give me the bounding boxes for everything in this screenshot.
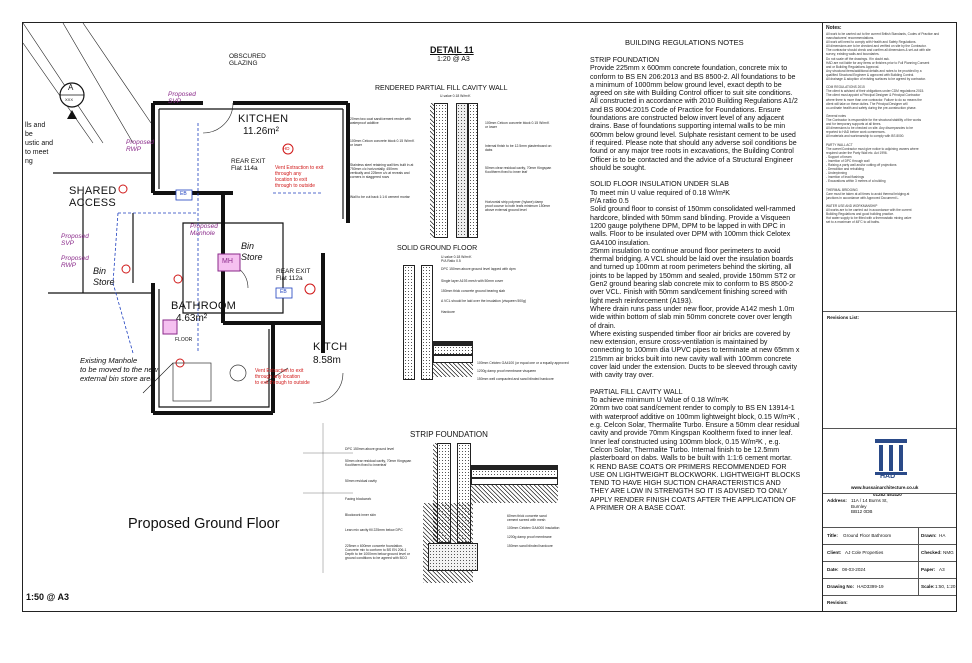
date-label: Date: bbox=[827, 567, 839, 572]
strip-detail-title: STRIP FOUNDATION bbox=[410, 430, 488, 439]
room-kitchen-name: KITCHEN bbox=[238, 113, 289, 125]
floor-plan bbox=[23, 23, 353, 611]
proposed-svp-top-label: Proposed SVP bbox=[168, 91, 196, 105]
strip-note-left-1: 50mm clear residual cavity, 70mm Kingspan Kooltherm fixed to innerleaf bbox=[345, 459, 412, 467]
revisions-label: Revisions List: bbox=[827, 315, 860, 320]
section-marker-sub: XXX bbox=[65, 97, 74, 102]
room-bin-store-2: Bin Store bbox=[93, 266, 115, 287]
title-label: Title: bbox=[827, 533, 838, 538]
proposed-rwp-left-label: Proposed RWP bbox=[61, 255, 89, 269]
rear-exit-1-label: REAR EXIT Flat 114a bbox=[231, 158, 266, 172]
address-box bbox=[823, 493, 956, 528]
title-value: Ground Floor Bathroom bbox=[843, 533, 892, 538]
strip-note-right-0: 60mm thick concrete sand cement screed with mesh bbox=[507, 514, 547, 522]
drawn-label: Drawn: bbox=[921, 533, 937, 538]
wall-note-right-3: Horizontal strip polymer (hylaxe) damp proof course to both leafs minimum 150mm above external ground level bbox=[485, 200, 551, 212]
detail-scale: 1:20 @ A3 bbox=[437, 56, 470, 63]
client-value: AJ Cole Properties bbox=[845, 550, 884, 555]
partial-left-text: lls and be ustic and to meet ng bbox=[25, 122, 54, 165]
scale-label: Scale: bbox=[921, 584, 935, 589]
drawing-value: HAD3399-19 bbox=[857, 584, 884, 589]
floor-note-4: Hardcore bbox=[441, 310, 455, 314]
floor-detail-u: U-value 0.18 W/m²K P/A Ratio 0.5 bbox=[441, 255, 472, 263]
wall-note-right-1: Internal finish to be 12.5mm plasterboard on dabs bbox=[485, 144, 552, 152]
wall-note-left-3: Wall to be cut back 1:1:6 cement mortar bbox=[350, 195, 410, 199]
regs-body: STRIP FOUNDATION Provide 225mm x 600mm concrete foundation, concrete mix to conform to BS EN 206:2013 and BS 8500-2. All foundations to be a minimum of 1000mm below ground level, exact depth to be agreed on site with Building Control officer to suit site conditions. All constructed in accordance with 2010 Building Regulations A1/2 and BS 8004:2015 Code of Practice for Foundations. Ensure foundations are constructed below invert level of any adjacent drains. Base of foundations supporting internal walls to be min 600mm below ground level. Sulphate resistant cement to be used if required. Please note that should any adverse soil conditions be found or any major tree roots in excavations, the Building Control Officer is to be contacted and the advice of a Structural Engineer should be sought. SOLID FLOOR INSULATION UNDER SLAB To meet min U value required of 0.18 W/m²K P/A ratio 0.5 Solid ground floor to consist of 150mm consolidated well-rammed hardcore, blinded with 50mm sand blinding. Provide a Visqueen 1200 gauge polythene DPM, DPM to be lapped in with DPC in walls. Floor to be insulated over DPM with 100mm thick Celotex GA4100 insulation. 25mm insulation to continue around floor perimeters to avoid thermal bridging. A VCL should be laid over the insulation boards and turned up 100mm at room perimeters behind the skirting, all joints to be lapped by 150mm and sealed, provide 150mm ST2 or Gen2 ground bearing slab concrete mix to conform to BS 8500-2 over VCL. Finish with 50mm sand/cement finishing screed with light mesh reinforcement (A193). Where drain runs pass under new floor, provide A142 mesh 1.0m wide within bottom of slab min 50mm concrete cover over length of drain. Where existing suspended timber floor air bricks are covered by new extension, ensure cross-ventilation is maintained by connecting to 100mm dia UPVC pipes to terminate at new 65mm x 215mm air bricks built into new cavity wall with 100mm concrete cover laid under the extension. Ducts to be sleeved through cavity with cavity tray over. PARTIAL FILL CAVITY WALL To achieve minimum U Value of 0.18 W/m²K 20mm two coat sand/cement render to comply to BS EN 13914-1 with waterproof additive on 100mm lightweight block, 0.15 W/m²K , e.g. Celcon Solar, Thermalite Turbo. Ensure a 50mm clear residual cavity and provide 70mm Kingspan Kooltherm fixed to inner leaf. Inner leaf constructed using 100mm block, 0.15 W/m²K , e.g. Celcon Solar, Thermalite Turbo. Internal finish to be 12.5mm plasterboard on dabs. Walls to be built with 1:1:6 cement mortar. K REND BASE COATS OR PRIMERS RECOMMENDED FOR USE ON LIGHTWEIGHT BLOCKWORK. LIGHTWEIGHT BLOCKS TEND TO HAVE HIGH SUCTION CHARACTERISTICS AND THEY ARE LOW IN STRENGTH SO IT IS ADVISED TO ONLY APPLY RENDER FINISH COATS AFTER THE APPLICATION OF A PRIMER OR A BASE COAT. bbox=[590, 56, 801, 513]
strip-note-left-0: DPC 150mm above ground level bbox=[345, 447, 395, 451]
detail-title: DETAIL 11 bbox=[430, 45, 474, 55]
manhole-mh-label: MH bbox=[222, 258, 233, 265]
regs-heading: BUILDING REGULATIONS NOTES bbox=[625, 38, 744, 47]
wall-section-drawing bbox=[430, 103, 480, 238]
strip-note-right-1: 100mm Celotex GA4000 insulation bbox=[507, 526, 560, 530]
strip-note-left-3: Facing blockwork bbox=[345, 497, 372, 501]
room-bin-store-1: Bin Store bbox=[241, 241, 263, 262]
strip-note-left-4: Blockwork inner skin bbox=[345, 513, 376, 517]
scale-value: 1:50, 1:20 bbox=[935, 584, 956, 589]
floor-note-6: 1200g damp proof membrane visqueen bbox=[477, 369, 537, 373]
strip-note-left-2: 50mm residual cavity bbox=[345, 479, 377, 483]
floor-note-0: DPC 150mm above ground level lapped with dpm bbox=[441, 267, 516, 271]
eb-label-2: EB bbox=[280, 289, 287, 295]
drawn-value: HA bbox=[939, 533, 946, 538]
revision-label: Revision: bbox=[827, 600, 848, 605]
checked-value: NMG bbox=[943, 550, 954, 555]
website-text: www.hussainarchitecture.co.uk bbox=[851, 485, 919, 490]
floor-slab-drawing bbox=[433, 341, 473, 381]
paper-label: Paper: bbox=[921, 567, 936, 572]
proposed-manhole-label: Proposed Manhole bbox=[190, 223, 218, 237]
proposed-svp-left-label: Proposed SVP bbox=[61, 233, 89, 247]
room-kitch-name: KITCH bbox=[313, 341, 348, 353]
existing-manhole-note: Existing Manhole to be moved to the new external bin store area bbox=[80, 356, 158, 383]
title-block bbox=[823, 527, 956, 611]
floor-note-7: 150mm well compacted and sand blinded hardcore bbox=[477, 377, 554, 381]
vent-note-2: Vent Extraction to exit through any location to exit through to outside bbox=[255, 368, 310, 386]
rear-exit-2-label: REAR EXIT Flat 112a bbox=[276, 268, 311, 282]
floor-note-3: A VCL should be laid over the insulation (visqueen 500g) bbox=[441, 299, 527, 303]
logo-text: HAD bbox=[880, 473, 896, 480]
client-label: Client: bbox=[827, 550, 842, 555]
paper-value: A3 bbox=[939, 567, 945, 572]
wall-note-left-0: 20mm two coat sand/cement render with waterproof additive bbox=[350, 117, 412, 125]
wall-note-right-0: 100mm Celcon concrete block 0.15 W/m²K or lower bbox=[485, 121, 550, 129]
wall-note-right-2: 50mm clear residual cavity, 70mm Kingspan Kooltherm fixed to inner leaf bbox=[485, 166, 552, 174]
floor-detail-title: SOLID GROUND FLOOR bbox=[397, 245, 478, 252]
floor-section-drawing bbox=[403, 265, 433, 380]
plan-scale: 1:50 @ A3 bbox=[26, 592, 69, 602]
proposed-rwp-top-label: Proposed RWP bbox=[126, 139, 154, 153]
room-kitchen-area: 11.26m² bbox=[243, 126, 279, 137]
wall-detail-u: U-value 0.18 W/m²K bbox=[440, 94, 471, 98]
phone-text: 01282 451420 bbox=[873, 492, 902, 497]
strip-note-right-2: 1200g damp proof membrane bbox=[507, 535, 552, 539]
checked-label: Checked: bbox=[921, 550, 942, 555]
eb-label-1: EB bbox=[180, 191, 187, 197]
floor-note-1: Single layer A193 mesh with 50mm cover bbox=[441, 279, 504, 283]
detail-column bbox=[335, 23, 585, 611]
floor-label: FLOOR bbox=[175, 337, 193, 343]
room-bathroom-name: BATHROOM bbox=[171, 300, 237, 312]
wall-detail-title: RENDERED PARTIAL FILL CAVITY WALL bbox=[375, 85, 508, 92]
address-value: 11A / 14 Burns St, Burnley BB12 0DB bbox=[851, 498, 888, 514]
wall-note-left-2: Stainless steel retaining wall ties built in at 750mm c/c horizontally, 450mm vertically and 225mm c/c at reveals and corners in staggered rows bbox=[350, 163, 414, 179]
notes-heading: Notes: bbox=[826, 25, 842, 31]
vent-note-1: Vent Extraction to exit through any location to exit through to outside bbox=[275, 165, 324, 189]
revisions-box bbox=[823, 311, 956, 320]
obscured-glazing-label: OBSCURED GLAZING bbox=[229, 53, 266, 67]
floor-note-2: 150mm thick concrete ground bearing slab bbox=[441, 289, 506, 293]
date-value: 08-03-2024 bbox=[842, 567, 866, 572]
strip-note-right-3: 150mm sand blinded hardcore bbox=[507, 544, 553, 548]
room-shared-access: SHARED ACCESS bbox=[69, 185, 117, 209]
notes-body: All work to be carried out to the current British Standards, Codes of Practice and manufacturers' recommendations. All work will need to comply with Health and Safety Regulations. All dimensions are to be checked and verified on site by the Contractor. The contractor should check and confirm all dimensions & set-out with site survey, existing walls and boundaries. Do not scale off the drawings. If in doubt ask. HAD are not liable for any items or finishes prior to Full Planning Consent and or Building Regulations Approval. Any structural items/additional details and notes to be provided by a qualified Structural Engineer & approved with Building Control. All drainage & adoption of existing surfaces to be agreed by contractor. CDM REGULATIONS 2015 The client is advised of their obligations under CDM regulations 2015. The client must appoint a Principal Designer & Principal Contractor where there is more than one contractor. Failure to do so means the client will take on these duties. The Principal Designer will co-ordinate health and safety during the pre-construction phase. General notes The Contractor is responsible for the structural stability of the works and for temporary supports at all times. All dimensions to be checked on site. Any discrepancies to be reported to HAD before work commences. All materials and workmanship to comply with BS 8000. PARTY WALL ACT The owner/Contractor must give notice to adjoining owners where required under the Party Wall etc. Act 1996. - Support of beam - Insertion of DPC through wall - Raising a party wall and/or cutting off projections - Demolition and rebuilding - Underpinning - Insertion of lead flashings - Excavations within 3 metres of a building THERMAL BRIDGING Care must be taken at all times to avoid thermal bridging at junctions in accordance with Approved Document L. WATER USE AND WORKMANSHIP All works are to be carried out in accordance with the current Building Regulations and good building practice. Hot water supply to be fitted with a thermostatic mixing valve set to a maximum of 48°C to all baths. bbox=[826, 32, 940, 225]
strip-note-left-6: 225mm x 600mm concrete foundation. Concrete mix to conform to BS EN 206-1 Depth to be 1000mm below ground level or ground conditions to be agreed with BCO bbox=[345, 544, 410, 560]
right-panel bbox=[822, 23, 956, 611]
section-marker-letter: A bbox=[68, 83, 74, 92]
room-kitch-area: 8.58m bbox=[313, 355, 341, 366]
drawing-label: Drawing No: bbox=[827, 584, 855, 589]
strip-note-left-5: Lean mix cavity fill 225mm below DPC bbox=[345, 528, 403, 532]
floor-note-5: 100mm Celotex GA4100 (or equal one or a equally approved bbox=[477, 361, 569, 365]
strip-section-drawing bbox=[433, 443, 558, 583]
room-bathroom-area: 4.63m² bbox=[176, 313, 208, 324]
wall-note-left-1: 100mm Celcon concrete block 0.15 W/m²K or lower bbox=[350, 139, 415, 147]
plan-title: Proposed Ground Floor bbox=[128, 516, 280, 532]
hd-label: HD bbox=[283, 146, 290, 151]
address-label: Address: bbox=[827, 498, 847, 503]
